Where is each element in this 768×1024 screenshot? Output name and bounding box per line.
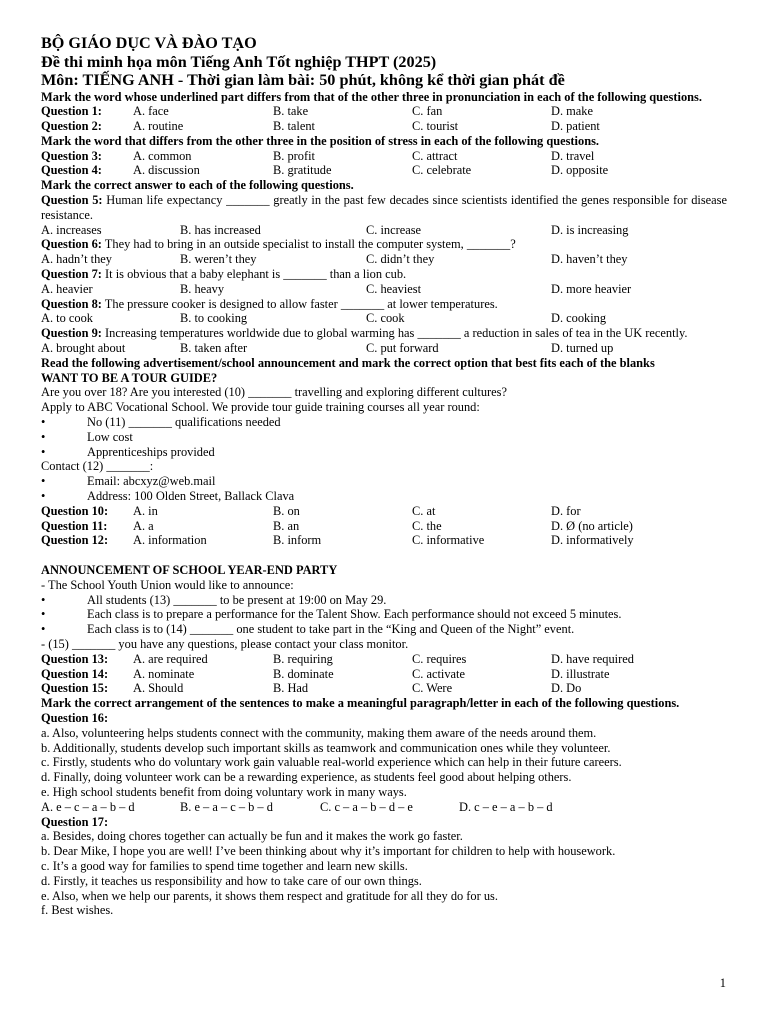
question-1: Question 1: A. face B. take C. fan D. make <box>41 104 593 119</box>
option-d[interactable]: D. make <box>551 104 593 119</box>
question-7-options <box>41 282 727 297</box>
option-b[interactable]: B. taken after <box>180 341 248 356</box>
question-10: Question 10: A. in B. on C. at D. for <box>41 503 581 518</box>
question-12: Question 12: A. information B. inform C. informative D. informatively <box>41 533 634 548</box>
instruction-reading: Read the following advertisement/school announcement and mark the correct option that best fits each of the blanks <box>41 355 655 370</box>
option-b[interactable]: B. Had <box>273 681 309 696</box>
option-a[interactable]: A. information <box>133 533 207 548</box>
option-c[interactable]: C. heaviest <box>366 281 422 296</box>
page-number: 1 <box>719 976 726 990</box>
option-c[interactable]: C. at <box>412 503 436 518</box>
option-a[interactable]: A. a <box>133 518 154 533</box>
announcement-outro: - (15) _______ you have any questions, please contact your class monitor. <box>41 636 409 651</box>
question-6-options <box>41 252 727 267</box>
instruction-stress: Mark the word that differs from the other three in the position of stress in each of the following questions. <box>41 133 600 148</box>
option-b[interactable]: B. has increased <box>180 222 261 237</box>
option-b[interactable]: B. dominate <box>273 666 334 681</box>
sentence: e. High school students benefit from doing voluntary work in many ways. <box>41 784 407 799</box>
ad-bullet: • Apprenticeships provided <box>41 444 215 459</box>
option-c[interactable]: C. attract <box>412 148 458 163</box>
question-2: Question 2: A. routine B. talent C. tourist D. patient <box>41 119 600 134</box>
option-b[interactable]: B. requiring <box>273 651 333 666</box>
instruction-pronunciation: Mark the word whose underlined part differs from that of the other three in pronunciation in each of the following questions. <box>41 89 702 104</box>
option-a[interactable]: A. Should <box>133 681 184 696</box>
option-a[interactable]: A. e – c – a – b – d <box>41 799 135 814</box>
option-c[interactable]: C. requires <box>412 651 467 666</box>
option-d[interactable]: D. Do <box>551 681 582 696</box>
ad-title: WANT TO BE A TOUR GUIDE? <box>41 370 218 385</box>
option-d[interactable]: D. opposite <box>551 163 609 178</box>
spacer <box>41 548 727 563</box>
ad-contact: Contact (12) _______: <box>41 459 154 474</box>
question-5-stem: Question 5: Human life expectancy _______ greatly in the past few decades since scientists identified the genes responsible for disease resistance. <box>41 193 727 222</box>
sentence: a. Besides, doing chores together can actually be fun and it makes the work go faster. <box>41 829 463 844</box>
option-d[interactable]: D. turned up <box>551 341 614 356</box>
option-d[interactable]: D. informatively <box>551 533 634 548</box>
question-17-label: Question 17: <box>41 814 109 829</box>
sentence: a. Also, volunteering helps students connect with the community, making them aware of the needs around them. <box>41 725 597 740</box>
option-a[interactable]: A. to cook <box>41 311 93 326</box>
ad-bullet: • Email: abcxyz@web.mail <box>41 474 216 489</box>
option-a[interactable]: A. heavier <box>41 281 93 296</box>
option-c[interactable]: C. activate <box>412 666 465 681</box>
ministry-title: BỘ GIÁO DỤC VÀ ĐÀO TẠO <box>41 34 257 52</box>
option-b[interactable]: B. gratitude <box>273 163 332 178</box>
sentence: b. Dear Mike, I hope you are well! I’ve been thinking about why it’s important for children to help with housework. <box>41 844 616 859</box>
question-4: Question 4: A. discussion B. gratitude C. celebrate D. opposite <box>41 163 609 178</box>
question-9-stem: Question 9: Increasing temperatures worldwide due to global warming has _______ a reduction in sales of tea in the UK recently. <box>41 326 688 341</box>
ad-line-1: Are you over 18? Are you interested (10) _______ travelling and exploring different cultures? <box>41 385 507 400</box>
option-a[interactable]: A. increases <box>41 222 102 237</box>
question-14: Question 14: A. nominate B. dominate C. activate D. illustrate <box>41 666 610 681</box>
question-16-options <box>41 800 727 815</box>
sentence: f. Best wishes. <box>41 903 114 918</box>
option-d[interactable]: D. patient <box>551 119 600 134</box>
option-b[interactable]: B. talent <box>273 119 315 134</box>
option-c[interactable]: C. Were <box>412 681 453 696</box>
subject-line: Môn: TIẾNG ANH - Thời gian làm bài: 50 phút, không kể thời gian phát đề <box>41 71 565 89</box>
option-a[interactable]: A. routine <box>133 119 184 134</box>
question-7-stem: Question 7: It is obvious that a baby elephant is _______ than a lion cub. <box>41 267 407 282</box>
option-b[interactable]: B. take <box>273 104 309 119</box>
option-b[interactable]: B. e – a – c – b – d <box>180 799 273 814</box>
question-11: Question 11: A. a B. an C. the D. Ø (no article) <box>41 518 633 533</box>
ad-bullet: • Low cost <box>41 429 133 444</box>
option-d[interactable]: D. Ø (no article) <box>551 518 633 533</box>
option-c[interactable]: C. celebrate <box>412 163 472 178</box>
question-13: Question 13: A. are required B. requiring C. requires D. have required <box>41 651 634 666</box>
question-8-options <box>41 311 727 326</box>
option-b[interactable]: B. on <box>273 503 300 518</box>
sentence: d. Finally, doing volunteer work can be a rewarding experience, as students feel good about helping others. <box>41 770 572 785</box>
option-b[interactable]: B. inform <box>273 533 322 548</box>
question-16-label: Question 16: <box>41 710 109 725</box>
option-c[interactable]: C. c – a – b – d – e <box>320 799 413 814</box>
option-a[interactable]: A. in <box>133 503 158 518</box>
ad-bullet: • No (11) _______ qualifications needed <box>41 415 281 430</box>
sentence: d. Firstly, it teaches us responsibility and how to take care of our own things. <box>41 873 422 888</box>
sentence: c. It’s a good way for families to spend time together and learn new skills. <box>41 858 408 873</box>
option-c[interactable]: C. didn’t they <box>366 252 435 267</box>
announcement-intro: - The School Youth Union would like to announce: <box>41 577 294 592</box>
ad-bullet: • Address: 100 Olden Street, Ballack Clava <box>41 489 295 504</box>
instruction-arrangement: Mark the correct arrangement of the sentences to make a meaningful paragraph/letter in each of the following questions. <box>41 696 680 711</box>
option-d[interactable]: D. for <box>551 503 581 518</box>
exam-title: Đề thi minh họa môn Tiếng Anh Tốt nghiệp THPT (2025) <box>41 52 437 71</box>
question-8-stem: Question 8: The pressure cooker is designed to allow faster _______ at lower temperatures. <box>41 296 498 311</box>
option-d[interactable]: D. have required <box>551 651 634 666</box>
question-5-options <box>41 223 727 238</box>
option-c[interactable]: C. tourist <box>412 119 459 134</box>
option-a[interactable]: A. nominate <box>133 666 195 681</box>
sentence: e. Also, when we help our parents, it shows them respect and gratitude for all they do for us. <box>41 888 498 903</box>
option-a[interactable]: A. discussion <box>133 163 200 178</box>
instruction-correct-answer: Mark the correct answer to each of the following questions. <box>41 178 354 193</box>
option-c[interactable]: C. the <box>412 518 442 533</box>
option-c[interactable]: C. put forward <box>366 341 439 356</box>
option-b[interactable]: B. weren’t they <box>180 252 257 267</box>
question-15: Question 15: A. Should B. Had C. Were D. Do <box>41 681 582 696</box>
option-c[interactable]: C. increase <box>366 222 422 237</box>
sentence: b. Additionally, students develop such important skills as teamwork and communication ones while they volunteer. <box>41 740 611 755</box>
option-a[interactable]: A. face <box>133 104 169 119</box>
option-a[interactable]: A. are required <box>133 651 208 666</box>
option-b[interactable]: B. heavy <box>180 281 225 296</box>
ad-line-2: Apply to ABC Vocational School. We provide tour guide training courses all year round: <box>41 400 480 415</box>
option-a[interactable]: A. hadn’t they <box>41 252 113 267</box>
option-d[interactable]: D. is increasing <box>551 222 629 237</box>
option-a[interactable]: A. brought about <box>41 341 126 356</box>
announcement-title: ANNOUNCEMENT OF SCHOOL YEAR-END PARTY <box>41 563 338 577</box>
option-d[interactable]: D. travel <box>551 148 595 163</box>
announcement-bullet: • Each class is to (14) _______ one student to take part in the “King and Queen of the Night” event. <box>41 622 575 637</box>
option-c[interactable]: C. cook <box>366 311 405 326</box>
option-d[interactable]: D. c – e – a – b – d <box>459 799 553 814</box>
option-c[interactable]: C. informative <box>412 533 485 548</box>
option-b[interactable]: B. to cooking <box>180 311 248 326</box>
option-b[interactable]: B. an <box>273 518 300 533</box>
option-d[interactable]: D. illustrate <box>551 666 610 681</box>
option-a[interactable]: A. common <box>133 148 192 163</box>
option-c[interactable]: C. fan <box>412 104 443 119</box>
option-d[interactable]: D. more heavier <box>551 281 632 296</box>
option-d[interactable]: D. cooking <box>551 311 607 326</box>
question-6-stem: Question 6: They had to bring in an outside specialist to install the computer system, _______? <box>41 237 516 252</box>
question-3: Question 3: A. common B. profit C. attract D. travel <box>41 148 595 163</box>
announcement-bullet: • All students (13) _______ to be present at 19:00 on May 29. <box>41 592 387 607</box>
question-9-options <box>41 341 727 356</box>
option-d[interactable]: D. haven’t they <box>551 252 628 267</box>
option-b[interactable]: B. profit <box>273 148 315 163</box>
sentence: c. Firstly, students who do voluntary work gain valuable real-world experience which can help in their future careers. <box>41 755 622 770</box>
announcement-bullet: • Each class is to prepare a performance for the Talent Show. Each performance should not exceed 5 minutes. <box>41 607 622 622</box>
exam-page <box>41 34 727 918</box>
